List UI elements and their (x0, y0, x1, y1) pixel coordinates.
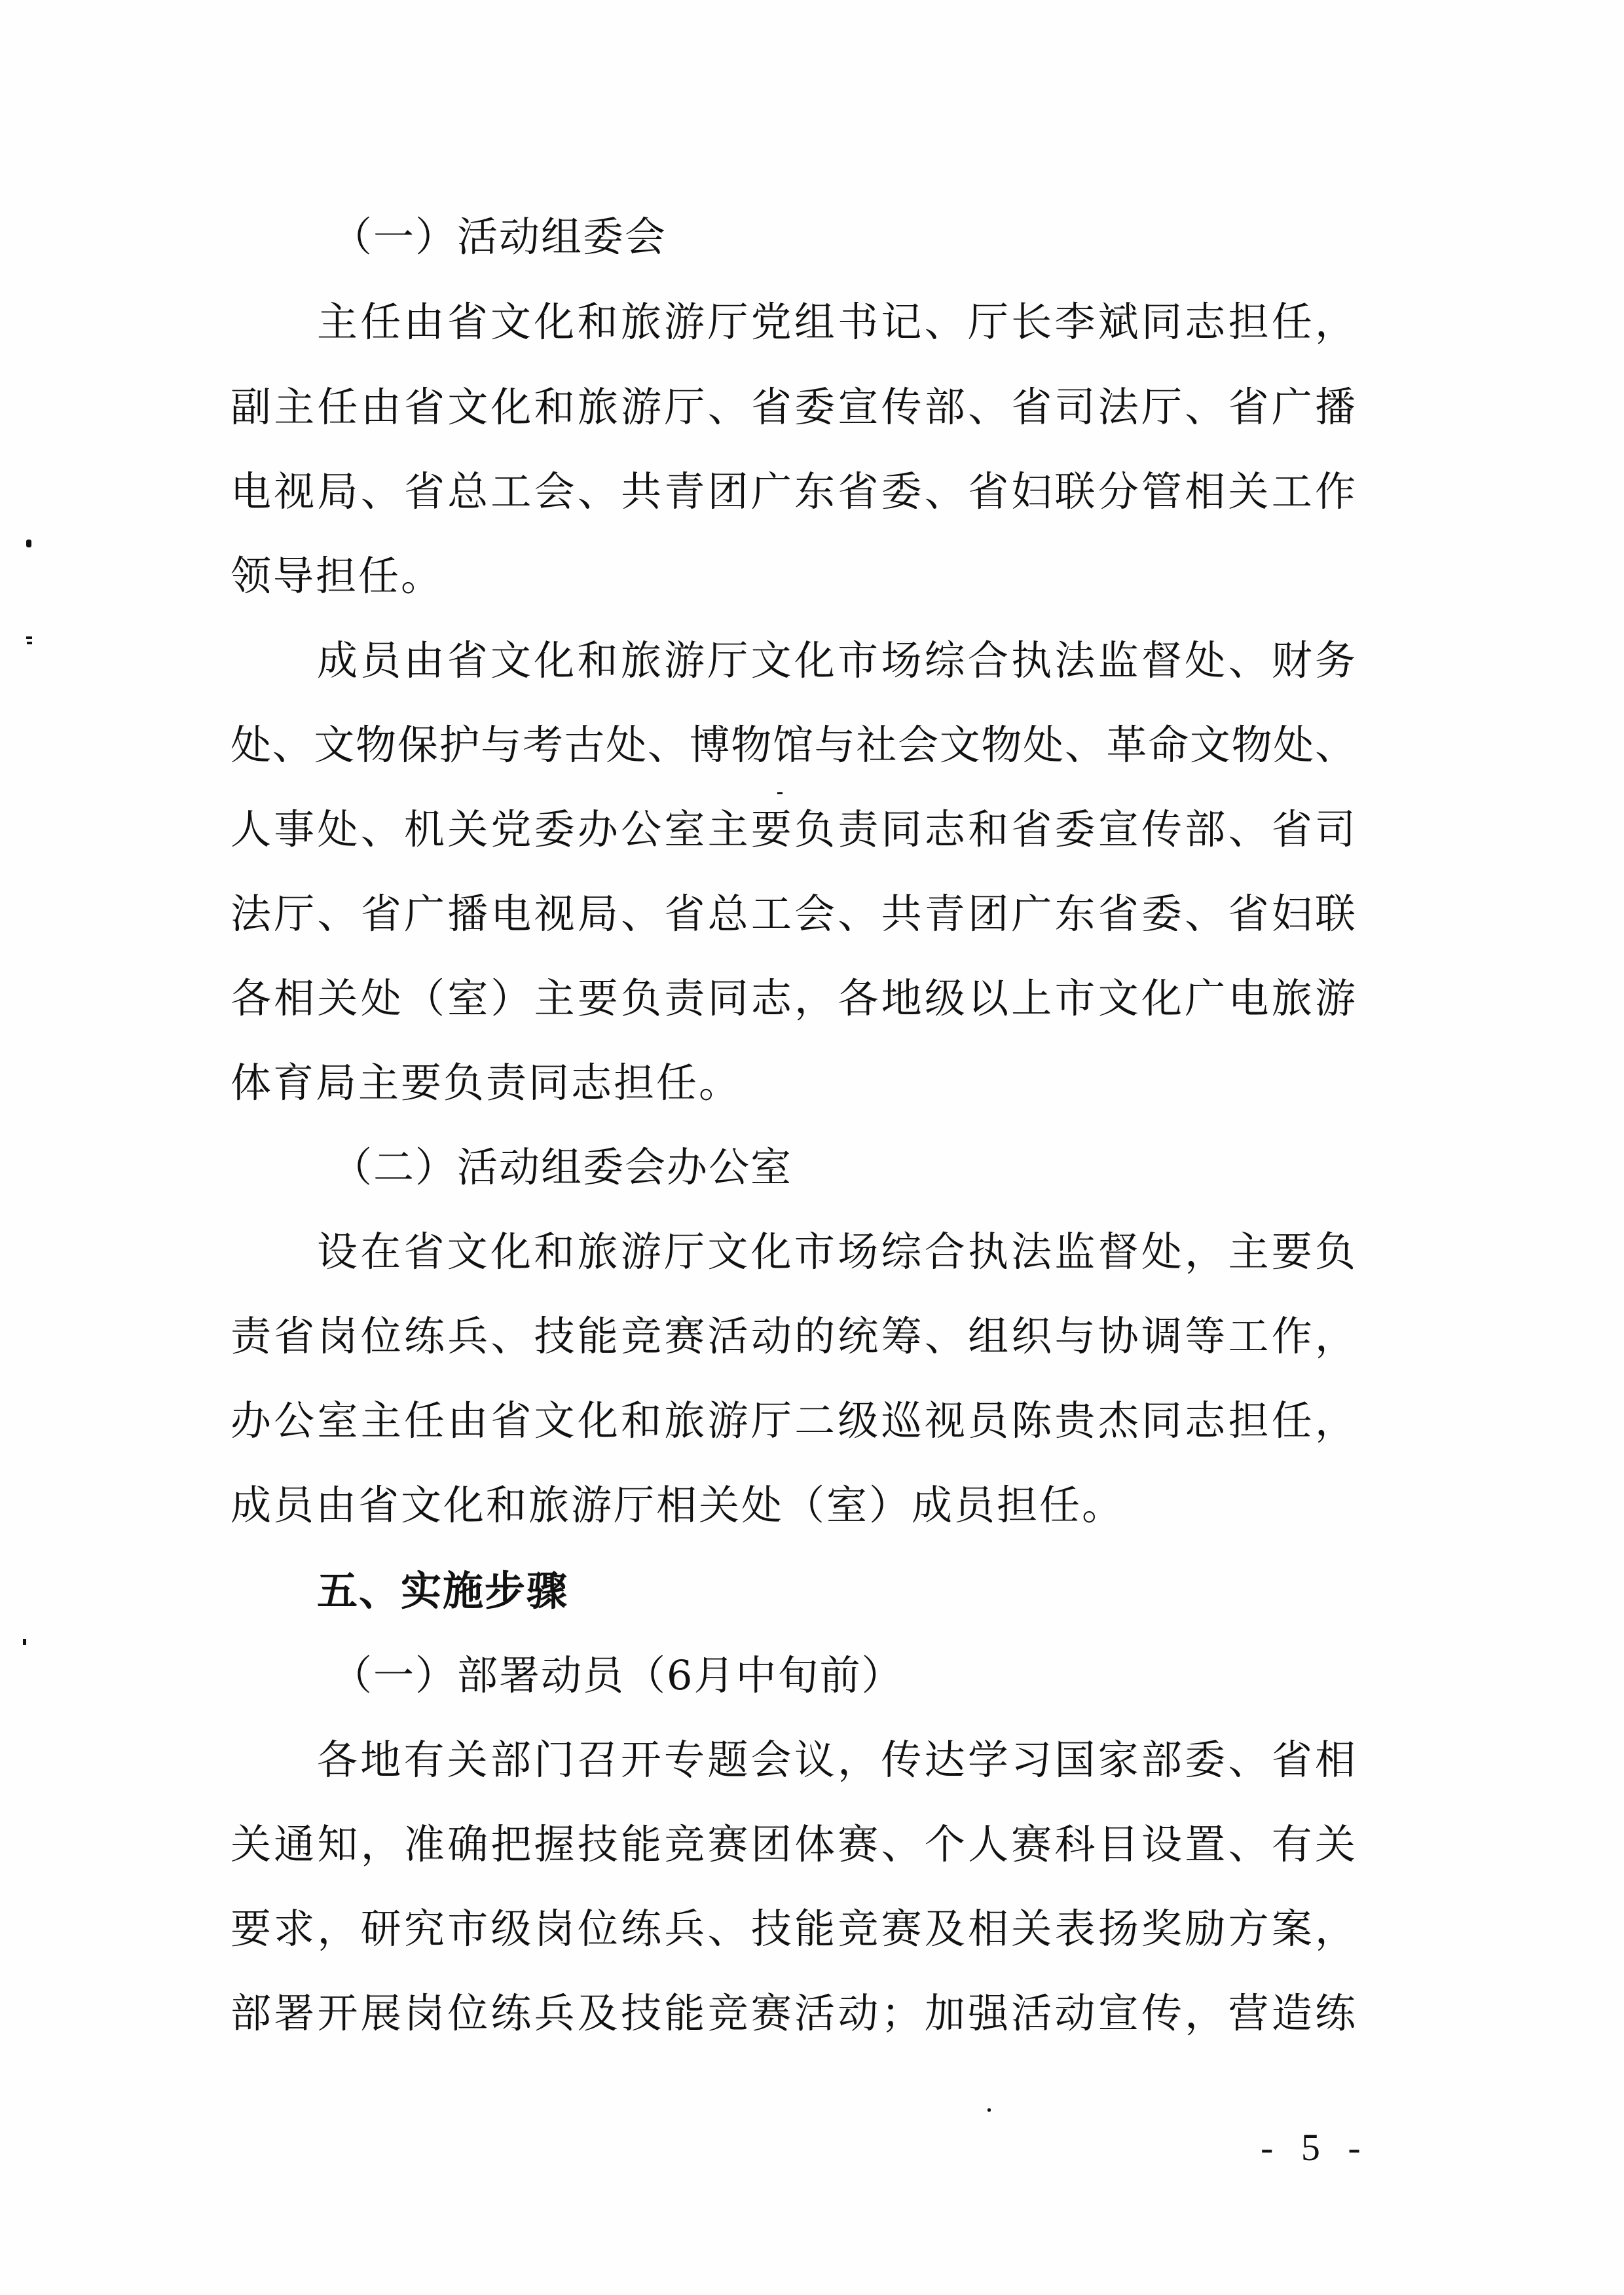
doc-line-1: （一）活动组委会 (331, 213, 667, 261)
scan-speck (27, 642, 32, 644)
doc-line-4: 电视局、省总工会、共青团广东省委、省妇联分管相关工作 (231, 468, 1356, 515)
doc-line-7: 处、文物保护与考古处、博物馆与社会文物处、革命文物处、 (231, 721, 1356, 769)
doc-line-14: 责省岗位练兵、技能竞赛活动的统筹、组织与协调等工作， (231, 1312, 1356, 1360)
doc-line-9: 法厅、省广播电视局、省总工会、共青团广东省委、省妇联 (231, 890, 1356, 938)
doc-line-5: 领导担任。 (231, 552, 444, 600)
doc-line-11: 体育局主要负责同志担任。 (231, 1059, 742, 1107)
doc-line-8: 人事处、机关党委办公室主要负责同志和省委宣传部、省司 (231, 805, 1356, 853)
doc-line-17: 五、实施步骤 (317, 1567, 569, 1615)
doc-line-2: 主任由省文化和旅游厅党组书记、厅长李斌同志担任， (317, 298, 1356, 346)
scan-speck (26, 636, 32, 639)
doc-line-22: 部署开展岗位练兵及技能竞赛活动；加强活动宣传，营造练 (231, 1989, 1356, 2037)
doc-line-12: （二）活动组委会办公室 (331, 1143, 793, 1191)
doc-line-16: 成员由省文化和旅游厅相关处（室）成员担任。 (231, 1481, 1125, 1529)
doc-line-18: （一）部署动员（6月中旬前） (331, 1651, 904, 1699)
doc-line-13: 设在省文化和旅游厅文化市场综合执法监督处，主要负 (317, 1228, 1356, 1276)
doc-line-15: 办公室主任由省文化和旅游厅二级巡视员陈贵杰同志担任， (231, 1397, 1356, 1444)
doc-line-20: 关通知，准确把握技能竞赛团体赛、个人赛科目设置、有关 (231, 1820, 1356, 1868)
doc-line-6: 成员由省文化和旅游厅文化市场综合执法监督处、财务 (317, 636, 1356, 684)
scan-speck (26, 540, 31, 547)
page-number: - 5 - (1261, 2126, 1370, 2169)
scan-speck (777, 792, 783, 794)
doc-line-10: 各相关处（室）主要负责同志，各地级以上市文化广电旅游 (231, 974, 1356, 1022)
scan-speck (987, 2108, 991, 2112)
scan-speck (23, 1639, 26, 1645)
doc-line-3: 副主任由省文化和旅游厅、省委宣传部、省司法厅、省广播 (231, 383, 1356, 431)
doc-line-19: 各地有关部门召开专题会议，传达学习国家部委、省相 (317, 1736, 1356, 1784)
doc-line-21: 要求，研究市级岗位练兵、技能竞赛及相关表扬奖励方案， (231, 1905, 1356, 1953)
